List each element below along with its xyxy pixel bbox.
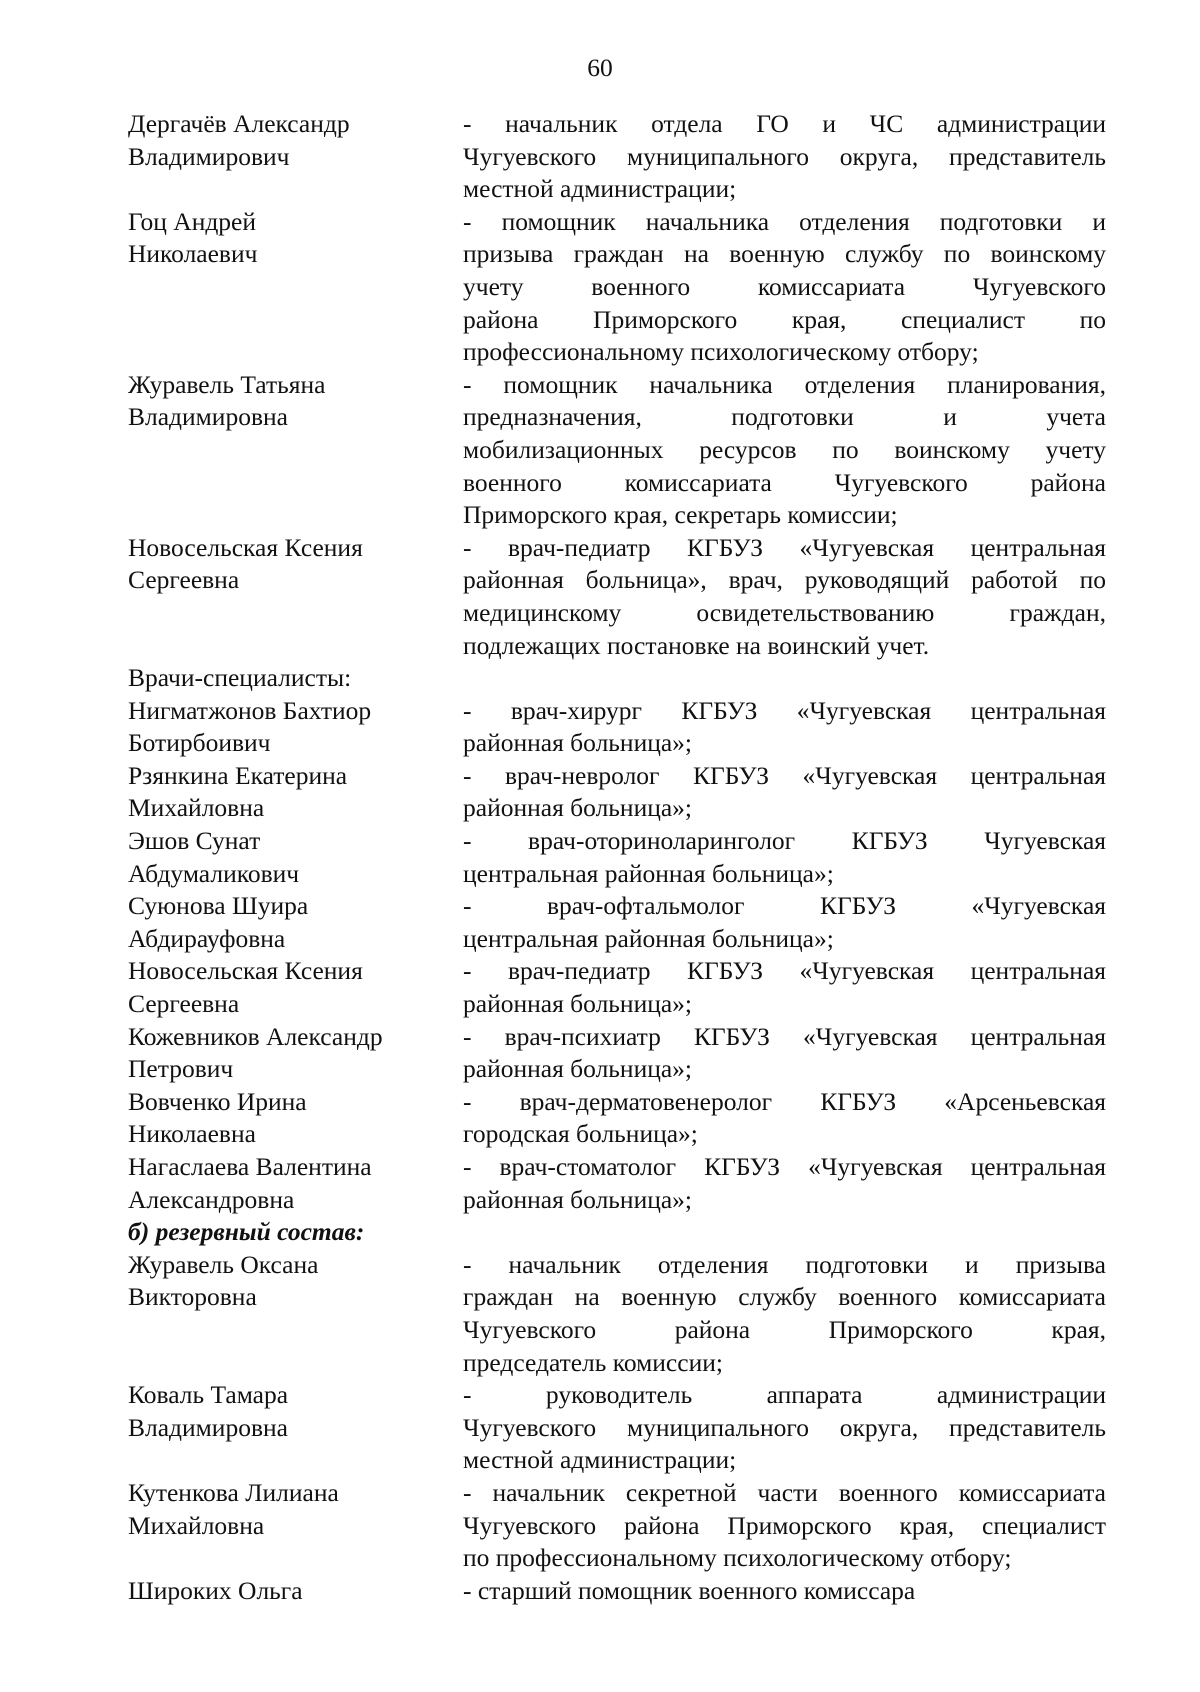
role-line: мобилизационных ресурсов по воинскому учету	[463, 434, 1106, 464]
role-line: - врач-невролог КГБУЗ «Чугуевская центральная	[463, 760, 1106, 790]
person-name: Нагаслаева Валентина Александровна	[128, 1152, 372, 1214]
person-role	[463, 695, 1106, 760]
person-role	[463, 532, 1106, 662]
doctors-list	[128, 695, 1106, 1217]
person-name: Журавель Оксана Викторовна	[128, 1249, 319, 1312]
list-item	[128, 825, 1106, 890]
person-name: Коваль Тамара Владимировна	[128, 1380, 289, 1442]
person-role	[463, 1477, 1106, 1575]
document-body	[128, 108, 1106, 1607]
role-line: - врач-психиатр КГБУЗ «Чугуевская центральная	[463, 1021, 1106, 1051]
role-line: Чугуевского муниципального округа, представитель	[463, 1412, 1106, 1442]
person-name: Кутенкова Лилиана Михайловна	[128, 1477, 339, 1540]
role-line: районная больница»;	[463, 793, 693, 823]
reserve-members-list	[128, 1249, 1106, 1608]
role-line: Чугуевского района Приморского края,	[463, 1314, 1106, 1344]
role-line: - врач-педиатр КГБУЗ «Чугуевская центральная	[463, 532, 1106, 562]
person-role	[463, 1249, 1106, 1379]
role-line: - старший помощник военного комиссара	[463, 1575, 916, 1605]
list-item	[128, 1477, 1106, 1575]
list-item	[128, 369, 1106, 532]
role-line: районная больница», врач, руководящий работой по	[463, 565, 1106, 595]
role-line: Чугуевского муниципального округа, представитель	[463, 141, 1106, 171]
person-role	[463, 1086, 1106, 1151]
list-item	[128, 206, 1106, 369]
list-item	[128, 1575, 1106, 1608]
person-name: Рзянкина Екатерина Михайловна	[128, 760, 348, 823]
list-item	[128, 1086, 1106, 1151]
person-role	[463, 206, 1106, 369]
list-item	[128, 760, 1106, 825]
role-line: - начальник отдела ГО и ЧС администрации	[463, 109, 1106, 138]
role-line: - помощник начальника отделения планирования,	[463, 369, 1106, 399]
list-item	[128, 1021, 1106, 1086]
person-role	[463, 1021, 1106, 1086]
role-line: - врач-педиатр КГБУЗ «Чугуевская центральная	[463, 956, 1106, 986]
role-line: - руководитель аппарата администрации	[463, 1380, 1106, 1410]
list-item	[128, 890, 1106, 955]
person-name: Журавель Татьяна Владимировна	[128, 369, 326, 432]
doctors-heading: Врачи-специалисты:	[128, 663, 352, 693]
role-line: Чугуевского района Приморского края, специалист	[463, 1510, 1106, 1540]
role-line: призыва граждан на военную службу по воинскому	[463, 239, 1106, 269]
reserve-heading: б) резервный состав:	[128, 1217, 365, 1247]
role-line: района Приморского края, специалист по	[463, 304, 1106, 334]
role-line: - врач-оториноларинголог КГБУЗ Чугуевская	[463, 826, 1106, 856]
role-line: центральная районная больница»;	[463, 923, 834, 953]
person-name: Нигматжонов Бахтиор Ботирбоивич	[128, 695, 372, 758]
role-line: районная больница»;	[463, 989, 693, 1019]
role-line: - начальник отделения подготовки и призыва	[463, 1249, 1106, 1279]
list-item	[128, 532, 1106, 662]
person-role	[463, 1575, 1106, 1608]
role-line: - врач-хирург КГБУЗ «Чугуевская центральная	[463, 695, 1106, 725]
role-line: учету военного комиссариата Чугуевского	[463, 271, 1106, 301]
person-name: Широких Ольга	[128, 1575, 303, 1605]
person-name: Дергачёв Александр Владимирович	[128, 109, 350, 171]
role-line: районная больница»;	[463, 1054, 693, 1084]
role-line: подлежащих постановке на воинский учет.	[463, 630, 930, 660]
role-line: председатель комиссии;	[463, 1347, 723, 1377]
list-item	[128, 1249, 1106, 1379]
person-role	[463, 369, 1106, 532]
person-role	[463, 890, 1106, 955]
list-item	[128, 1151, 1106, 1216]
role-line: местной администрации;	[463, 174, 737, 204]
person-name: Новосельская Ксения Сергеевна	[128, 956, 363, 1019]
role-line: граждан на военную службу военного комиссариата	[463, 1282, 1106, 1312]
list-item	[128, 695, 1106, 760]
person-name: Суюнова Шуира Абдирауфовна	[128, 891, 309, 953]
person-role	[463, 108, 1106, 206]
role-line: городская больница»;	[463, 1119, 698, 1149]
role-line: центральная районная больница»;	[463, 858, 834, 888]
role-line: Приморского края, секретарь комиссии;	[463, 500, 898, 530]
role-line: - помощник начальника отделения подготовки и	[463, 206, 1106, 236]
role-line: районная больница»;	[463, 1184, 693, 1214]
person-name: Эшов Сунат Абдумаликович	[128, 826, 300, 888]
role-line: местной администрации;	[463, 1445, 737, 1475]
role-line: предназначения, подготовки и учета	[463, 402, 1106, 432]
person-role	[463, 1151, 1106, 1216]
person-name: Новосельская Ксения Сергеевна	[128, 532, 363, 595]
person-name: Гоц Андрей Николаевич	[128, 206, 258, 269]
main-members-list	[128, 108, 1106, 662]
list-item	[128, 1379, 1106, 1477]
role-line: профессиональному психологическому отбору;	[463, 337, 979, 367]
person-role	[463, 1379, 1106, 1477]
role-line: - врач-стоматолог КГБУЗ «Чугуевская центральная	[463, 1152, 1106, 1181]
role-line: - врач-офтальмолог КГБУЗ «Чугуевская	[463, 891, 1106, 921]
role-line: медицинскому освидетельствованию граждан,	[463, 597, 1106, 627]
role-line: - врач-дерматовенеролог КГБУЗ «Арсеньевская	[463, 1086, 1106, 1116]
person-role	[463, 760, 1106, 825]
role-line: - начальник секретной части военного комиссариата	[463, 1477, 1106, 1507]
person-name: Кожевников Александр Петрович	[128, 1021, 383, 1084]
person-role	[463, 955, 1106, 1020]
page-number: 60	[587, 53, 613, 82]
person-name: Вовченко Ирина Николаевна	[128, 1086, 307, 1149]
person-role	[463, 825, 1106, 890]
role-line: военного комиссариата Чугуевского района	[463, 467, 1106, 497]
role-line: по профессиональному психологическому отбору;	[463, 1543, 1012, 1573]
list-item	[128, 955, 1106, 1020]
list-item	[128, 108, 1106, 206]
role-line: районная больница»;	[463, 728, 693, 758]
